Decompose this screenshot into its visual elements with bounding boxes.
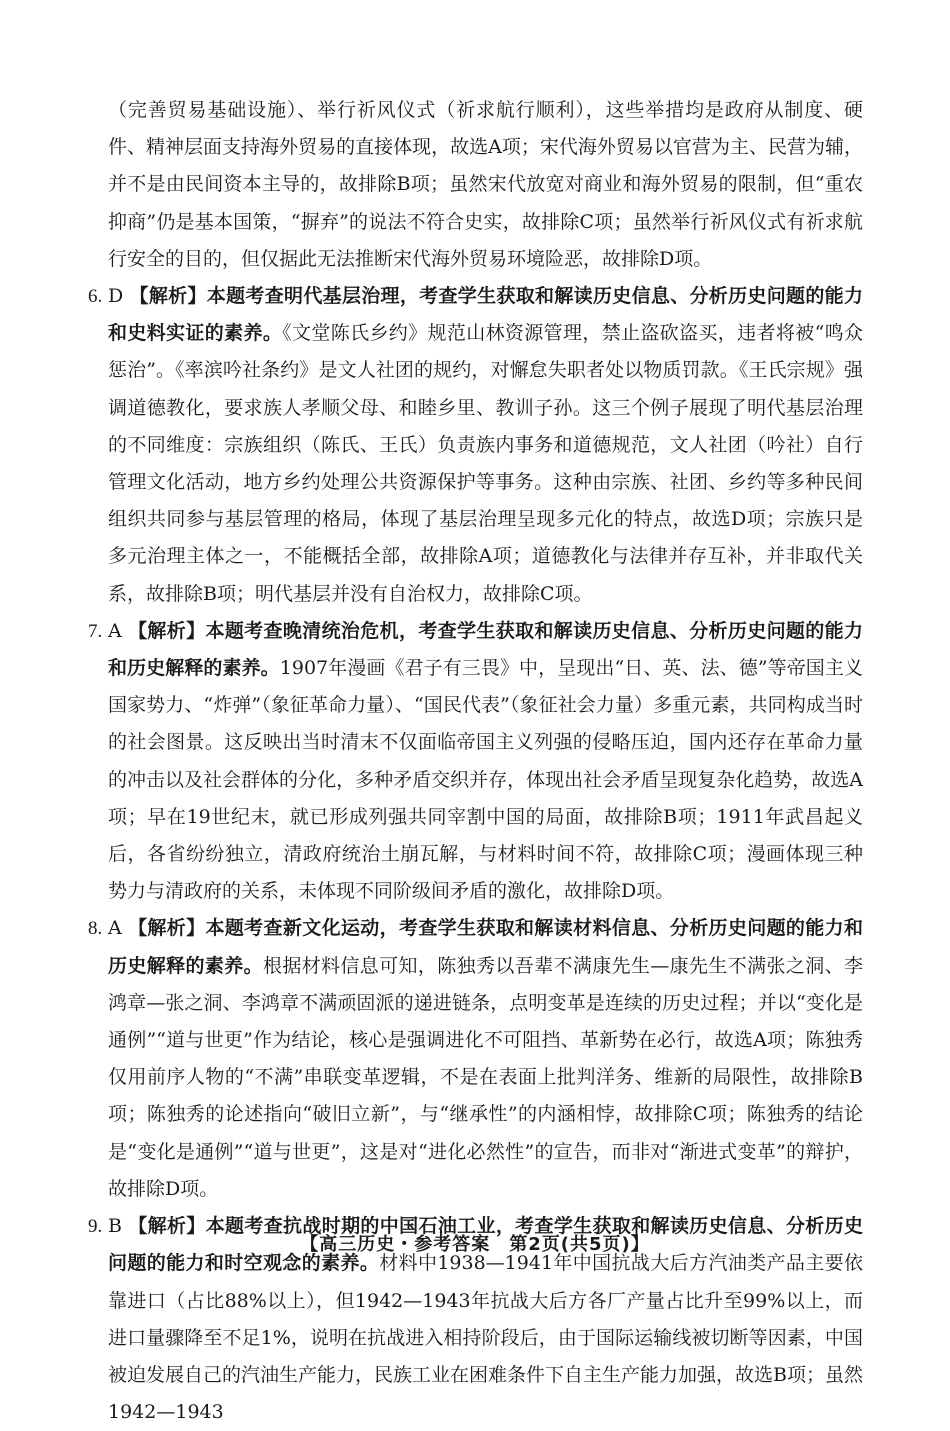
item-number: 6. bbox=[88, 286, 103, 308]
item-text: 根据材料信息可知，陈独秀以吾辈不满康先生—康先生不满张之洞、李鸿章—张之洞、李鸿章不满顽固派的递进链条，点明变革是连续的历史过程；并以“变化是通例”“道与世更”作为结论，核心是强调进化不可阻挡、革新势在必行，故选A项；陈独秀仅用前序人物的“不满”串联变革逻辑，不是在表面上批判洋务、维新的局限性，故排除B项；陈独秀的论述指向“破旧立新”，与“继承性”的内涵相悖，故排除C项；陈独秀的结论是“变化是通例”“道与世更”，这是对“进化必然性”的宣告，而非对“渐进式变革”的辩护，故排除D项。 bbox=[108, 954, 863, 1200]
analysis-tag: 【解析】 bbox=[129, 285, 207, 308]
continuation-paragraph: （完善贸易基础设施）、举行祈风仪式（祈求航行顺利），这些举措均是政府从制度、硬件、精神层面支持海外贸易的直接体现，故选A项；宋代海外贸易以官营为主、民营为辅，并不是由民间资本主导的，故排除B项；虽然宋代放宽对商业和海外贸易的限制，但“重农抑商”仍是基本国策，“摒弃”的说法不符合史实，故排除C项；虽然举行祈风仪式有祈求航行安全的目的，但仅据此无法推断宋代海外贸易环境险恶，故排除D项。 bbox=[108, 99, 863, 270]
item-number: 7. bbox=[88, 620, 103, 642]
item-summary: 本题考查新文化运动，考查学生获取和解读材料信息、分析历史问题的能力和历史解释的素养。 bbox=[108, 917, 863, 977]
item-summary: 本题考查抗战时期的中国石油工业，考查学生获取和解读历史信息、分析历史问题的能力和时空观念的素养。 bbox=[108, 1215, 863, 1275]
item-text: 《文堂陈氏乡约》规范山林资源管理，禁止盗砍盗买，违者将被“鸣众惩治”。《率滨吟社条约》是文人社团的规约，对懈怠失职者处以物质罚款。《王氏宗规》强调道德教化，要求族人孝顺父母、和睦乡里、教训子孙。这三个例子展现了明代基层治理的不同维度：宗族组织（陈氏、王氏）负责族内事务和道德规范，文人社团（吟社）自行管理文化活动，地方乡约处理公共资源保护等事务。这种由宗族、社团、乡约等多种民间组织共同参与基层管理的格局，体现了基层治理呈现多元化的特点，故选D项；宗族只是多元治理主体之一，不能概括全部，故排除A项；道德教化与法律并存互补，并非取代关系，故排除B项；明代基层并没有自治权力，故排除C项。 bbox=[108, 322, 863, 605]
answer-item-8 bbox=[88, 910, 863, 1208]
analysis-tag: 【解析】 bbox=[127, 917, 206, 940]
item-answer: B bbox=[108, 1215, 122, 1238]
item-answer: A bbox=[108, 917, 122, 940]
item-number: 8. bbox=[88, 918, 103, 940]
analysis-tag: 【解析】 bbox=[127, 1215, 206, 1238]
item-summary: 本题考查明代基层治理，考查学生获取和解读历史信息、分析历史问题的能力和史料实证的素养。 bbox=[108, 285, 863, 345]
item-answer: D bbox=[108, 285, 124, 308]
page-footer: 【高三历史・参考答案 第2页(共5页)】 bbox=[300, 1234, 650, 1255]
item-number: 9. bbox=[88, 1216, 103, 1238]
item-summary: 本题考查晚清统治危机，考查学生获取和解读历史信息、分析历史问题的能力和历史解释的素养。 bbox=[108, 619, 863, 680]
item-text: 1907年漫画《君子有三畏》中，呈现出“日、英、法、德”等帝国主义国家势力、“炸弹”（象征革命力量）、“国民代表”（象征社会力量）多重元素，共同构成当时的社会图景。这反映出当时清末不仅面临帝国主义列强的侵略压迫，国内还存在革命力量的冲击以及社会群体的分化，多种矛盾交织并存，体现出社会矛盾呈现复杂化趋势，故选A项；早在19世纪末，就已形成列强共同宰割中国的局面，故排除B项；1911年武昌起义后，各省纷纷独立，清政府统治土崩瓦解，与材料时间不符，故排除C项；漫画体现三种势力与清政府的关系，未体现不同阶级间矛盾的激化，故排除D项。 bbox=[108, 657, 863, 903]
item-answer: A bbox=[108, 619, 122, 642]
answer-item-7 bbox=[88, 613, 863, 911]
item-text: 材料中1938—1941年中国抗战大后方汽油类产品主要依靠进口（占比88%以上），但1942—1943年抗战大后方各厂产量占比升至99%以上，而进口量骤降至不足1%，说明在抗战进入相持阶段后，由于国际运输线被切断等因素，中国被迫发展自己的汽油生产能力，民族工业在困难条件下自主生产能力加强，故选B项；虽然1942—1943 bbox=[108, 1252, 863, 1424]
answer-item-6 bbox=[88, 278, 863, 613]
analysis-tag: 【解析】 bbox=[127, 619, 206, 642]
